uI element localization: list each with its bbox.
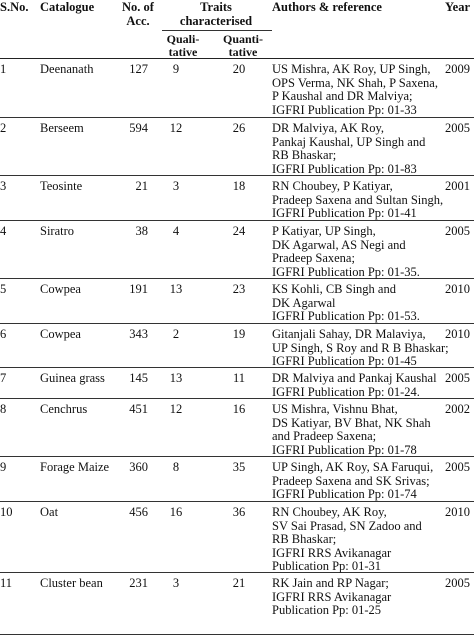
cell-quantitative: 36 <box>232 505 246 519</box>
header-catalogue: Catalogue <box>40 0 95 14</box>
cell-catalogue: Forage Maize <box>40 460 110 474</box>
cell-quantitative: 26 <box>232 121 246 135</box>
cell-qualitative: 8 <box>172 460 180 474</box>
cell-sno: 1 <box>0 62 7 76</box>
author-line: P Kaushal and DR Malviya; <box>272 89 413 104</box>
header-quan-line2: tative <box>228 45 258 59</box>
cell-qualitative: 2 <box>172 327 180 341</box>
table-row <box>0 399 474 457</box>
table-row <box>0 279 474 324</box>
cell-qualitative: 12 <box>169 402 183 416</box>
table-row <box>0 573 474 635</box>
cell-qualitative: 12 <box>169 121 183 135</box>
cell-year: 2002 <box>445 402 470 416</box>
cell-year: 2005 <box>445 576 470 590</box>
cell-authors <box>272 122 472 176</box>
author-line: IGFRI Publication Pp: 01-45 <box>272 354 417 369</box>
cell-year: 2005 <box>445 121 470 135</box>
author-line: Publication Pp: 01-25 <box>272 603 382 618</box>
header-year: Year <box>445 0 470 14</box>
header-qual-line1: Quali- <box>166 32 200 46</box>
cell-quantitative: 35 <box>232 460 246 474</box>
author-line: IGFRI Publication Pp: 01-24. <box>272 384 420 399</box>
cell-qualitative: 9 <box>172 62 180 76</box>
table-row <box>0 176 474 221</box>
header-authors: Authors & reference <box>272 0 382 14</box>
cell-year: 2005 <box>445 371 470 385</box>
author-line: OPS Verma, NK Shah, P Saxena, <box>272 75 438 90</box>
cell-accessions: 145 <box>129 371 148 385</box>
header-quan-line1: Quanti- <box>222 32 263 46</box>
cell-authors <box>272 225 472 279</box>
cell-sno: 7 <box>0 371 7 385</box>
cell-qualitative: 4 <box>172 224 180 238</box>
table-row <box>0 502 474 573</box>
author-line: US Mishra, Vishnu Bhat, <box>272 402 398 416</box>
table-row <box>0 368 474 399</box>
author-line: Pankaj Kaushal, UP Singh and <box>272 134 426 149</box>
cell-sno: 9 <box>0 460 7 474</box>
cell-accessions: 594 <box>129 121 148 135</box>
author-line: SV Sai Prasad, SN Zadoo and <box>272 518 422 533</box>
cell-authors <box>272 283 472 324</box>
cell-quantitative: 19 <box>232 327 246 341</box>
cell-sno: 10 <box>0 505 13 519</box>
author-line: Pradeep Saxena and Sultan Singh, <box>272 192 444 207</box>
cell-authors <box>272 506 472 574</box>
header-quantitative <box>216 33 270 59</box>
cell-qualitative: 13 <box>169 282 183 296</box>
cell-sno: 8 <box>0 402 7 416</box>
header-qualitative <box>158 33 208 59</box>
cell-catalogue: Cowpea <box>40 282 81 296</box>
cell-catalogue: Siratro <box>40 224 75 238</box>
author-line: IGFRI RRS Avikanagar <box>272 589 392 604</box>
author-line: UP Singh, S Roy and R B Bhaskar; <box>272 340 449 355</box>
cell-authors <box>272 328 472 369</box>
author-line: Gitanjali Sahay, DR Malaviya, <box>272 327 426 341</box>
author-line: DK Agarwal, AS Negi and <box>272 237 406 252</box>
cell-authors <box>272 63 472 117</box>
author-line: RN Choubey, P Katiyar, <box>272 179 393 193</box>
table-body <box>0 59 474 635</box>
cell-year: 2009 <box>445 62 470 76</box>
author-line: RB Bhaskar; <box>272 148 337 163</box>
cell-catalogue: Cenchrus <box>40 402 88 416</box>
cell-accessions: 451 <box>129 402 148 416</box>
author-line: DK Agarwal <box>272 295 336 310</box>
traits-divider <box>162 30 272 31</box>
author-line: IGFRI Publication Pp: 01-78 <box>272 442 417 457</box>
author-line: Pradeep Saxena; <box>272 251 355 266</box>
cell-qualitative: 16 <box>169 505 183 519</box>
author-line: and Pradeep Saxena; <box>272 429 377 444</box>
cell-authors <box>272 577 472 618</box>
author-line: IGFRI Publication Pp: 01-41 <box>272 206 417 221</box>
cell-catalogue: Cluster bean <box>40 576 103 590</box>
header-qual-line2: tative <box>168 45 198 59</box>
cell-qualitative: 3 <box>172 576 180 590</box>
cell-qualitative: 3 <box>172 179 180 193</box>
author-line: IGFRI Publication Pp: 01-33 <box>272 102 417 117</box>
author-line: IGFRI Publication Pp: 01-74 <box>272 487 417 502</box>
cell-catalogue: Deenanath <box>40 62 94 76</box>
cell-quantitative: 20 <box>232 62 246 76</box>
author-line: KS Kohli, CB Singh and <box>272 282 396 296</box>
cell-sno: 4 <box>0 224 7 238</box>
table-row <box>0 324 474 368</box>
author-line: DS Katiyar, BV Bhat, NK Shah <box>272 415 431 430</box>
author-line: Publication Pp: 01-31 <box>272 559 382 574</box>
header-traits-line2: characterised <box>179 14 253 28</box>
header-traits <box>164 0 268 28</box>
cell-accessions: 191 <box>129 282 148 296</box>
author-line: IGFRI Publication Pp: 01-83 <box>272 161 417 176</box>
header-sno: S.No. <box>0 0 29 14</box>
author-line: RK Jain and RP Nagar; <box>272 576 389 590</box>
cell-catalogue: Teosinte <box>40 179 83 193</box>
cell-authors <box>272 461 472 502</box>
cell-catalogue: Guinea grass <box>40 371 105 385</box>
table-row <box>0 221 474 279</box>
cell-qualitative: 13 <box>169 371 183 385</box>
cell-quantitative: 16 <box>232 402 246 416</box>
table-row <box>0 457 474 502</box>
cell-quantitative: 21 <box>232 576 246 590</box>
table-header <box>0 0 474 59</box>
table-row <box>0 59 474 118</box>
cell-sno: 6 <box>0 327 7 341</box>
author-line: UP Singh, AK Roy, SA Faruqui, <box>272 460 434 474</box>
cell-sno: 11 <box>0 576 13 590</box>
cell-year: 2010 <box>445 505 470 519</box>
table-row <box>0 118 474 176</box>
author-line: IGFRI RRS Avikanagar <box>272 545 392 560</box>
author-line: RB Bhaskar; <box>272 532 337 547</box>
cell-accessions: 456 <box>129 505 148 519</box>
author-line: RN Choubey, AK Roy, <box>272 505 387 519</box>
cell-accessions: 38 <box>135 224 148 238</box>
cell-sno: 2 <box>0 121 7 135</box>
author-line: US Mishra, AK Roy, UP Singh, <box>272 62 431 76</box>
cell-year: 2005 <box>445 224 470 238</box>
cell-year: 2010 <box>445 327 470 341</box>
cell-quantitative: 24 <box>232 224 246 238</box>
cell-authors <box>272 372 472 399</box>
header-acc <box>118 0 158 28</box>
cell-catalogue: Oat <box>40 505 59 519</box>
cell-sno: 5 <box>0 282 7 296</box>
cell-accessions: 21 <box>135 179 148 193</box>
cell-accessions: 343 <box>129 327 148 341</box>
cell-year: 2001 <box>445 179 470 193</box>
author-line: IGFRI Publication Pp: 01-53. <box>272 309 420 324</box>
cell-quantitative: 23 <box>232 282 246 296</box>
author-line: Pradeep Saxena and SK Srivas; <box>272 473 430 488</box>
author-line: IGFRI Publication Pp: 01-35. <box>272 264 420 279</box>
cell-catalogue: Cowpea <box>40 327 81 341</box>
cell-authors <box>272 180 472 221</box>
cell-quantitative: 18 <box>232 179 246 193</box>
author-line: DR Malviya and Pankaj Kaushal <box>272 371 437 385</box>
author-line: P Katiyar, UP Singh, <box>272 224 376 238</box>
cell-accessions: 127 <box>129 62 148 76</box>
cell-accessions: 231 <box>129 576 148 590</box>
header-acc-line1: No. of <box>122 0 154 14</box>
header-traits-line1: Traits <box>200 0 232 14</box>
cell-quantitative: 11 <box>232 371 246 385</box>
author-line: DR Malviya, AK Roy, <box>272 121 385 135</box>
cell-sno: 3 <box>0 179 7 193</box>
cell-catalogue: Berseem <box>40 121 84 135</box>
cell-year: 2005 <box>445 460 470 474</box>
cell-accessions: 360 <box>129 460 148 474</box>
cell-year: 2010 <box>445 282 470 296</box>
header-acc-line2: Acc. <box>126 14 150 28</box>
cell-authors <box>272 403 472 457</box>
